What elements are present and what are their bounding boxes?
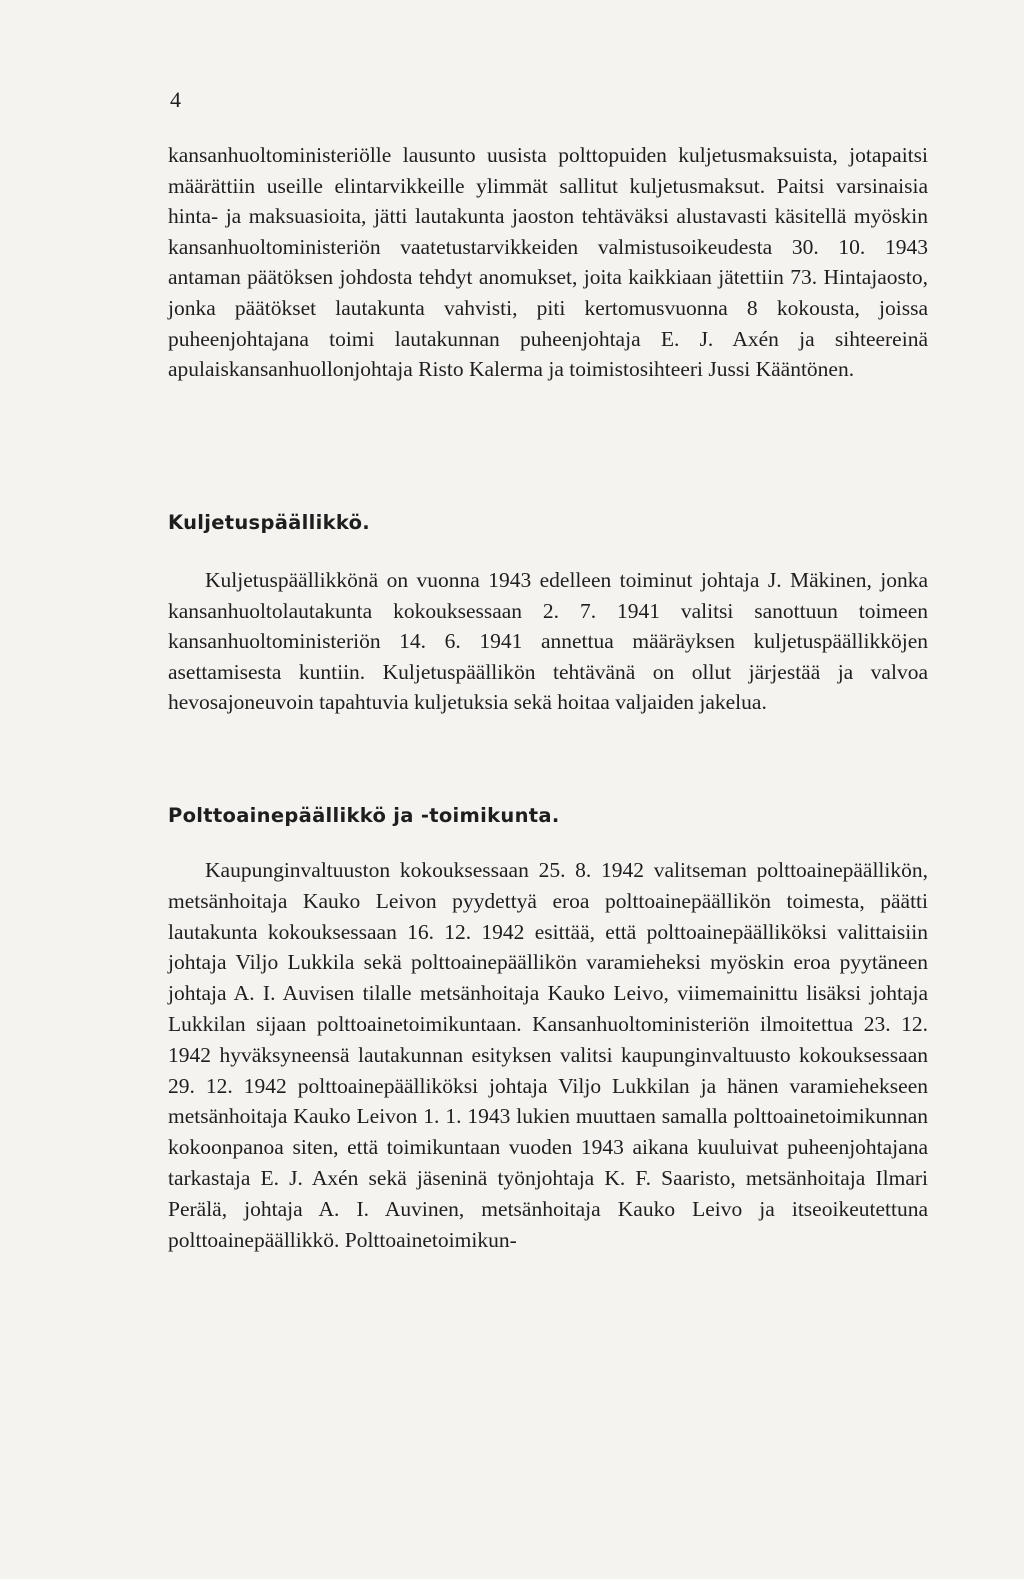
paragraph-hintajaosto: kansanhuoltoministeriölle lausunto uusista polttopuiden kuljetusmaksuista, jotapaitsi määrättiin useille elintarvikkeille ylimmät sallitut kuljetusmaksut. Paitsi varsinaisia hinta- ja maksuasioita, jätti lautakunta jaoston tehtäväksi alustavasti käsitellä myöskin kansanhuoltoministeriön vaatetustarvikkeiden valmistusoikeudesta 30. 10. 1943 antaman päätöksen johdosta tehdyt anomukset, joita kaikkiaan jätettiin 73. Hintajaosto, jonka päätökset lautakunta vahvisti, piti kertomusvuonna 8 kokousta, joissa puheenjohtajana toimi lautakunnan puheenjohtaja E. J. Axén ja sihteereinä apulaiskansanhuollonjohtaja Risto Kalerma ja toimistosihteeri Jussi Kääntönen. [168,143,928,382]
page-number: 4 [170,87,181,112]
paragraph-polttoainepaallikko: Kaupunginvaltuuston kokouksessaan 25. 8. 1942 valitseman polttoainepäällikön, metsänhoitaja Kauko Leivon pyydettyä eroa polttoainepäällikön toimesta, päätti lautakunta kokouksessaan 16. 12. 1942 esittää, että polttoainepäälliköksi valittaisiin johtaja Viljo Lukkila sekä polttoainepäällikön varamieheksi myöskin eroa pyytäneen johtaja A. I. Auvisen tilalle metsänhoitaja Kauko Leivo, viimemainittu lisäksi johtaja Lukkilan sijaan polttoainetoimikuntaan. Kansanhuoltoministeriön ilmoitettua 23. 12. 1942 hyväksyneensä lautakunnan esityksen valitsi kaupunginvaltuusto kokouksessaan 29. 12. 1942 polttoainepäälliköksi johtaja Viljo Lukkilan ja hänen varamiehekseen metsänhoitaja Kauko Leivon 1. 1. 1943 lukien muuttaen samalla polttoainetoimikunnan kokoonpanoa siten, että toimikuntaan vuoden 1943 aikana kuuluivat puheenjohtajana tarkastaja E. J. Axén sekä jäseninä työnjohtaja K. F. Saaristo, metsänhoitaja Ilmari Perälä, johtaja A. I. Auvinen, metsänhoitaja Kauko Leivo ja itseoikeutettuna polttoainepäällikkö. Polttoainetoimikun- [168,858,928,1252]
section-heading-kuljetuspaallikko: Kuljetuspäällikkö. [168,511,370,534]
paragraph-kuljetuspaallikko: Kuljetuspäällikkönä on vuonna 1943 edelleen toiminut johtaja J. Mäkinen, jonka kansanhuoltolautakunta kokouksessaan 2. 7. 1941 valitsi sanottuun toimeen kansanhuoltoministeriön 14. 6. 1941 annettua määräyksen kuljetuspäällikköjen asettamisesta kuntiin. Kuljetuspäällikön tehtävänä on ollut järjestää ja valvoa hevosajoneuvoin tapahtuvia kuljetuksia sekä hoitaa valjaiden jakelua. [168,568,928,715]
section-heading-polttoainepaallikko: Polttoainepäällikkö ja -toimikunta. [168,804,560,827]
